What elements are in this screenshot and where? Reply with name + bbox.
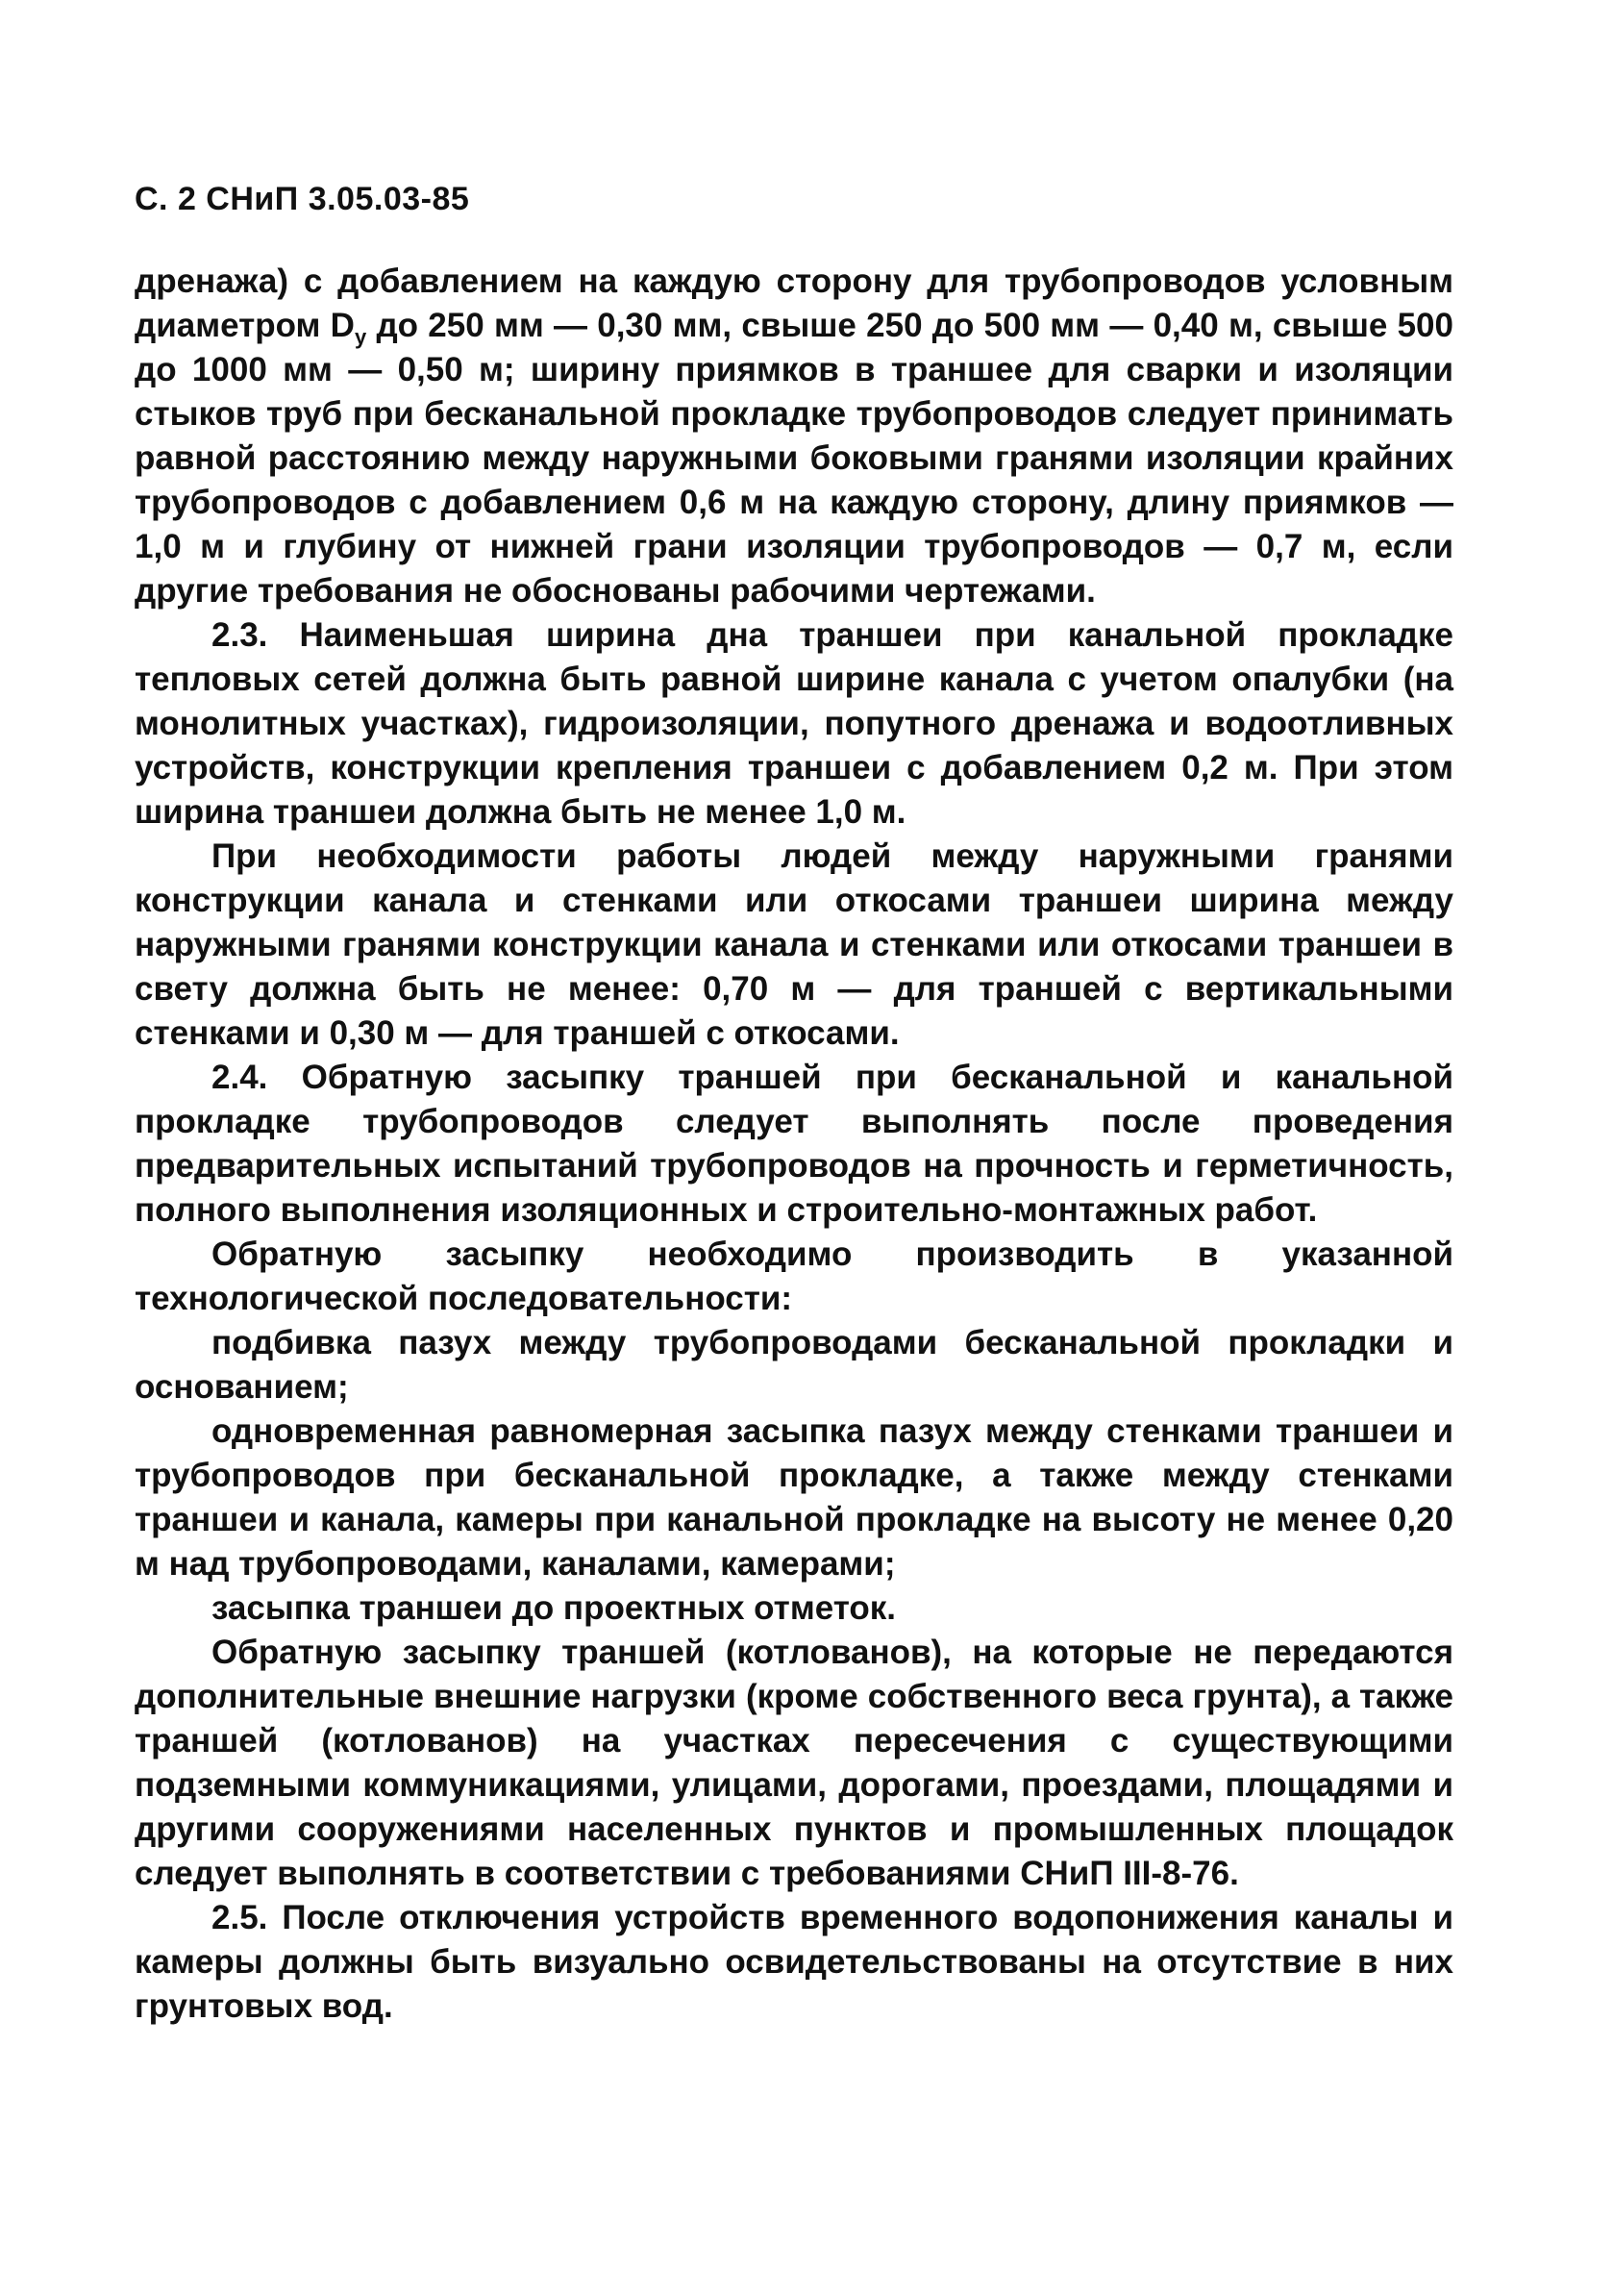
clause-number: 2.5. (211, 1899, 268, 1936)
clause-2-5 (135, 1896, 1453, 2029)
paragraph-text: Наименьшая ширина дна траншеи при канальной прокладке тепловых сетей должна быть равной ширине канала с учетом опалубки (на монолитных участках), гидроизоляции, попутного дренажа и водоотливных устройств, конструкции крепления траншеи с добавлением 0,2 м. При этом ширина траншеи должна быть не менее 1,0 м. (135, 616, 1453, 831)
document-body (135, 260, 1453, 2029)
paragraph: Обратную засыпку необходимо производить в указанной технологической последовательности: (135, 1235, 1453, 1317)
clause-2-3 (135, 613, 1453, 835)
clause-2-4 (135, 1056, 1453, 1233)
clause-number: 2.3. (211, 616, 268, 654)
paragraph: При необходимости работы людей между наружными гранями конструкции канала и стенками или откосами траншеи ширина между наружными гранями конструкции канала и стенками или откосами траншеи в свету должна быть не менее: 0,70 м — для траншей с вертикальными стенками и 0,30 м — для траншей с откосами. (135, 837, 1453, 1052)
clause-number: 2.4. (211, 1059, 268, 1096)
paragraph-text: Обратную засыпку траншей при бесканальной и канальной прокладке трубопроводов следует выполнять после проведения предварительных испытаний трубопроводов на прочность и герметичность, полного выполнения изоляционных и строительно-монтажных работ. (135, 1059, 1453, 1229)
paragraph-continuation (135, 260, 1453, 613)
subscript: у (354, 325, 367, 349)
paragraph-text: до 250 мм — 0,30 мм, свыше 250 до 500 мм — 0,40 м, свыше 500 до 1000 мм — 0,50 м; ширину приямков в траншее для сварки и изоляции стыков труб при бесканальной прокладке трубопроводов следует принимать равной расстоянию между наружными боковыми гранями изоляции крайних трубопроводов с добавлением 0,6 м на каждую сторону, длину приямков —1,0 м и глубину от нижней грани изоляции трубопроводов — 0,7 м, если другие требования не обоснованы рабочими чертежами. (135, 307, 1453, 610)
list-item: подбивка пазух между трубопроводами бесканальной прокладки и основанием; (135, 1324, 1453, 1406)
paragraph: Обратную засыпку траншей (котлованов), на которые не передаются дополнительные внешние нагрузки (кроме собственного веса грунта), а также траншей (котлованов) на участках пересечения с существующими подземными коммуникациями, улицами, дорогами, проездами, площадями и другими сооружениями населенных пунктов и промышленных площадок следует выполнять в соответствии с требованиями СНиП III-8-76. (135, 1634, 1453, 1892)
list-item: одновременная равномерная засыпка пазух между стенками траншеи и трубопроводов при бесканальной прокладке, а также между стенками траншеи и канала, камеры при канальной прокладке на высоту не менее 0,20 м над трубопроводами, каналами, камерами; (135, 1412, 1453, 1583)
page-header: С. 2 СНиП 3.05.03-85 (135, 181, 470, 217)
paragraph-text: После отключения устройств временного водопонижения каналы и камеры должны быть визуально освидетельствованы на отсутствие в них грунтовых вод. (135, 1899, 1453, 2025)
paragraph-text: дренажа) с добавлением на каждую сторону для трубопроводов условным диаметром D (135, 262, 1453, 344)
list-item: засыпка траншеи до проектных отметок. (211, 1589, 897, 1627)
